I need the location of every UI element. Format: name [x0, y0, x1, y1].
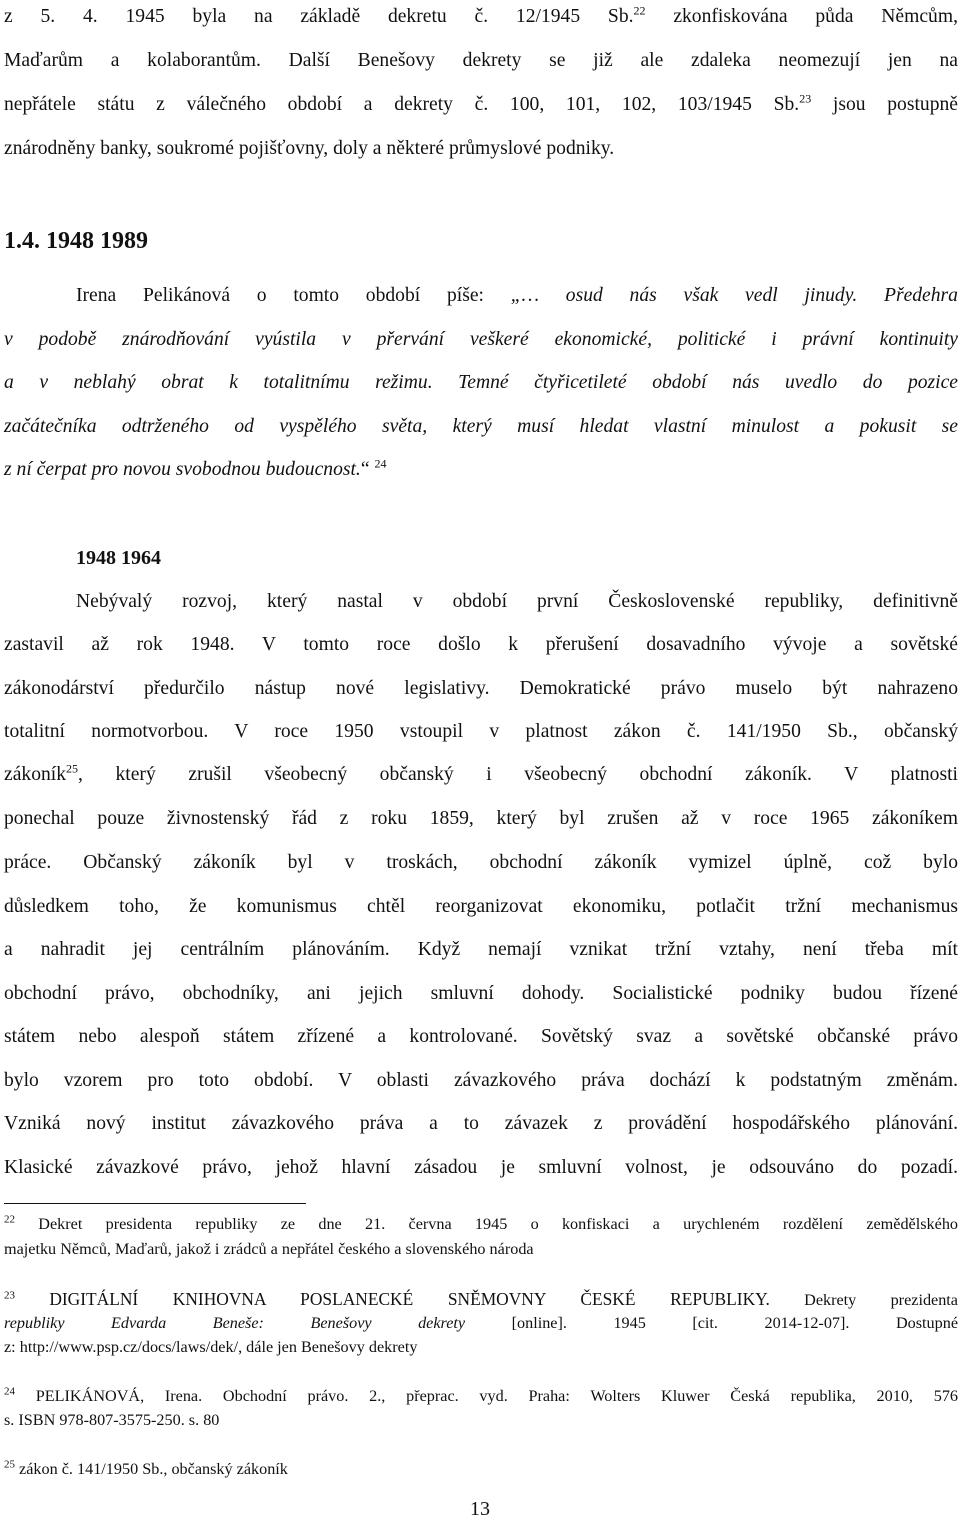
para-line: zastavil až rok 1948. V tomto roce došlo k přerušení dosavadního vývoje a sovětské — [4, 634, 958, 655]
para-line: obchodní právo, obchodníky, ani jejich smluvní dohody. Socialistické podniky budou řízené — [4, 983, 958, 1004]
para-line: zákoník$^{25}$, který zrušil všeobecný občanský i všeobecný obchodní zákoník. V platnosti — [4, 761, 958, 785]
footnote-22-cont: majetku Němců, Maďarů, jakož i zrádců a nepřátel českého a slovenského národa — [4, 1240, 534, 1258]
para-line: Nebývalý rozvoj, který nastal v období první Československé republiky, definitivně — [76, 591, 958, 612]
footnote-25: $^{25}$ zákon č. 141/1950 Sb., občanský zákoník — [4, 1458, 288, 1478]
quote-line: a v neblahý obrat k totalitnímu režimu. Temné čtyřicetileté období nás uvedlo do pozice — [4, 372, 958, 393]
quote-line: Irena Pelikánová o tomto období píše: „… osud nás však vedl jinudy. Předehra — [76, 285, 958, 306]
para-line: Vzniká nový institut závazkového práva a to závazek z provádění hospodářského plánování. — [4, 1113, 958, 1134]
footnote-22: $^{22}$ Dekret presidenta republiky ze dne 21. června 1945 o konfiskaci a urychleném rozdělení zemědělského — [4, 1213, 959, 1233]
para-line: Klasické závazkové právo, jehož hlavní zásadou je smluvní volnost, je odsouváno do pozadí. — [4, 1157, 958, 1178]
body-line: Maďarům a kolaborantům. Další Benešovy dekrety se již ale zdaleka neomezují jen na — [4, 50, 958, 71]
footnote-ref-25[interactable]: 25 — [66, 761, 79, 776]
section-heading: 1.4. 1948 1989 — [4, 228, 148, 254]
page-number: 13 — [470, 1498, 490, 1520]
para-line: totalitní normotvorbou. V roce 1950 vstoupil v platnost zákon č. 141/1950 Sb., občanský — [4, 721, 958, 742]
body-line: nepřátele státu z válečného období a dekrety č. 100, 101, 102, 103/1945 Sb.$^{23}$ jsou postupně — [4, 91, 958, 115]
footnote-23-link[interactable]: z: http://www.psp.cz/docs/laws/dek/, dále jen Benešovy dekrety — [4, 1338, 418, 1356]
body-line: znárodněny banky, soukromé pojišťovny, doly a některé průmyslové podniky. — [4, 138, 615, 159]
footnote-separator — [4, 1203, 306, 1204]
footnote-23: $^{23}$ DIGITÁLNÍ KNIHOVNA POSLANECKÉ SNĚMOVNY ČESKÉ REPUBLIKY. Dekrety prezidenta — [4, 1289, 958, 1309]
footnote-ref-22[interactable]: 22 — [633, 3, 646, 18]
quote-line: v podobě znárodňování vyústila v přervání veškeré ekonomické, politické i právní kontinuity — [4, 329, 958, 350]
para-line: zákonodárství předurčilo nástup nové legislativy. Demokratické právo muselo být nahrazeno — [4, 678, 958, 699]
quote-line: z ní čerpat pro novou svobodnou budoucnost.“ $^{24}$ — [4, 456, 387, 480]
para-line: bylo vzorem pro toto období. V oblasti závazkového práva dochází k podstatným změnám. — [4, 1070, 958, 1091]
para-line: práce. Občanský zákoník byl v troskách, obchodní zákoník vymizel úplně, což bylo — [4, 852, 958, 873]
footnote-24-cont: s. ISBN 978-807-3575-250. s. 80 — [4, 1411, 220, 1429]
para-line: ponechal pouze živnostenský řád z roku 1859, který byl zrušen až v roce 1965 zákoníkem — [4, 808, 958, 829]
footnote-23-cont: republiky Edvarda Beneše: Benešovy dekrety [online]. 1945 [cit. 2014-12-07]. Dostupné — [4, 1314, 959, 1332]
subsection-heading: 1948 1964 — [76, 547, 161, 569]
para-line: a nahradit jej centrálním plánováním. Když nemají vznikat tržní vztahy, není třeba mít — [4, 939, 958, 960]
body-line: z 5. 4. 1945 byla na základě dekretu č. 12/1945 Sb.$^{22}$ zkonfiskována půda Němcům, — [4, 3, 958, 27]
footnote-ref-23[interactable]: 23 — [799, 91, 812, 106]
para-line: státem nebo alespoň státem zřízené a kontrolované. Sovětský svaz a sovětské občanské právo — [4, 1026, 958, 1047]
quote-line: začátečníka odtrženého od vyspělého světa, který musí hledat vlastní minulost a pokusit se — [4, 416, 958, 437]
para-line: důsledkem toho, že komunismus chtěl reorganizovat ekonomiku, potlačit tržní mechanismus — [4, 896, 958, 917]
footnote-ref-24[interactable]: 24 — [374, 456, 387, 471]
footnote-24: $^{24}$ PELIKÁNOVÁ, Irena. Obchodní právo. 2., přeprac. vyd. Praha: Wolters Kluwer Česká republika, 2010, 576 — [4, 1385, 959, 1405]
